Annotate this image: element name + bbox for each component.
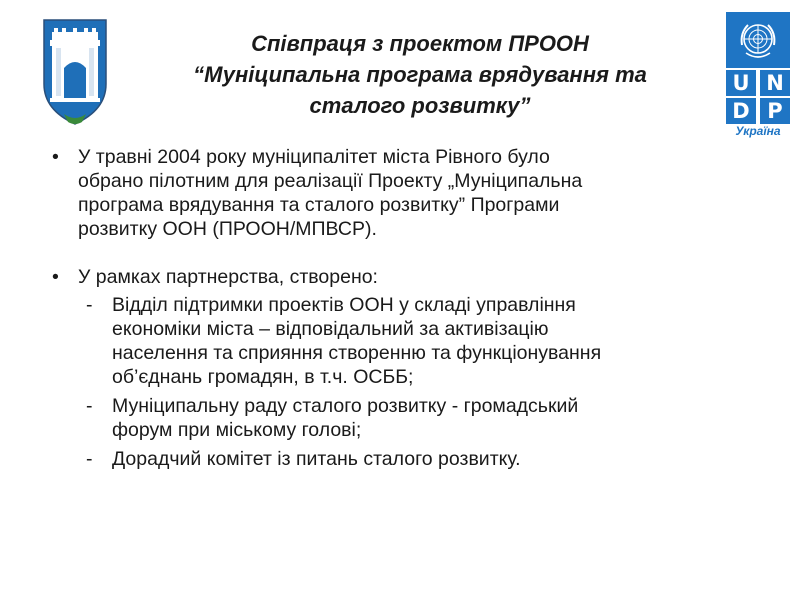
undp-logo (726, 12, 790, 140)
sub-item (50, 447, 750, 471)
bullet-line: У травні 2004 року муніципалітет міста Рівного було (78, 146, 550, 168)
sub-line: Муніципальну раду сталого розвитку - громадський (112, 395, 579, 417)
slide-body (50, 145, 750, 476)
title-line-3: сталого розвитку” (309, 93, 531, 118)
sub-text (112, 447, 750, 471)
sub-marker: - (86, 448, 93, 470)
undp-letter-d: D (726, 98, 756, 124)
sub-marker: - (86, 294, 93, 316)
sub-line: об’єднань громадян, в т.ч. ОСББ; (112, 366, 414, 388)
bullet-line: У рамках партнерства, створено: (78, 266, 378, 288)
bullet-marker: • (52, 266, 59, 288)
sub-line: населення та сприяння створенню та функціонування (112, 342, 602, 364)
undp-country-label: Україна (735, 124, 781, 138)
bullet-text (78, 265, 750, 289)
page-title (130, 28, 710, 121)
bullet-line: програма врядування та сталого розвитку” Програми (78, 194, 560, 216)
bullet-marker: • (52, 146, 59, 168)
undp-letter-p: P (760, 98, 790, 124)
undp-letter-n: N (760, 70, 790, 96)
sub-text (112, 293, 750, 389)
bullet-line: обрано пілотним для реалізації Проекту „Муніципальна (78, 170, 583, 192)
sub-marker: - (86, 395, 93, 417)
sub-line: Відділ підтримки проектів ООН у складі управління (112, 294, 576, 316)
un-emblem-icon (734, 15, 782, 63)
undp-letter-u: U (726, 70, 756, 96)
bullet-item (50, 265, 750, 289)
spacer (50, 241, 750, 265)
sub-line: економіки міста – відповідальний за активізацію (112, 318, 549, 340)
rivne-coat-of-arms-icon (42, 18, 108, 128)
bullet-line: розвитку ООН (ПРООН/МПВСР). (78, 218, 377, 240)
sub-line: Дорадчий комітет із питань сталого розвитку. (112, 448, 521, 470)
sub-list (50, 293, 750, 471)
sub-item (50, 293, 750, 389)
title-line-2: “Муніципальна програма врядування та (193, 62, 647, 87)
title-line-1: Співпраця з проектом ПРООН (251, 31, 589, 56)
bullet-text (78, 145, 750, 241)
sub-item (50, 394, 750, 442)
sub-line: форум при міському голові; (112, 419, 362, 441)
bullet-item (50, 145, 750, 241)
sub-text (112, 394, 750, 442)
